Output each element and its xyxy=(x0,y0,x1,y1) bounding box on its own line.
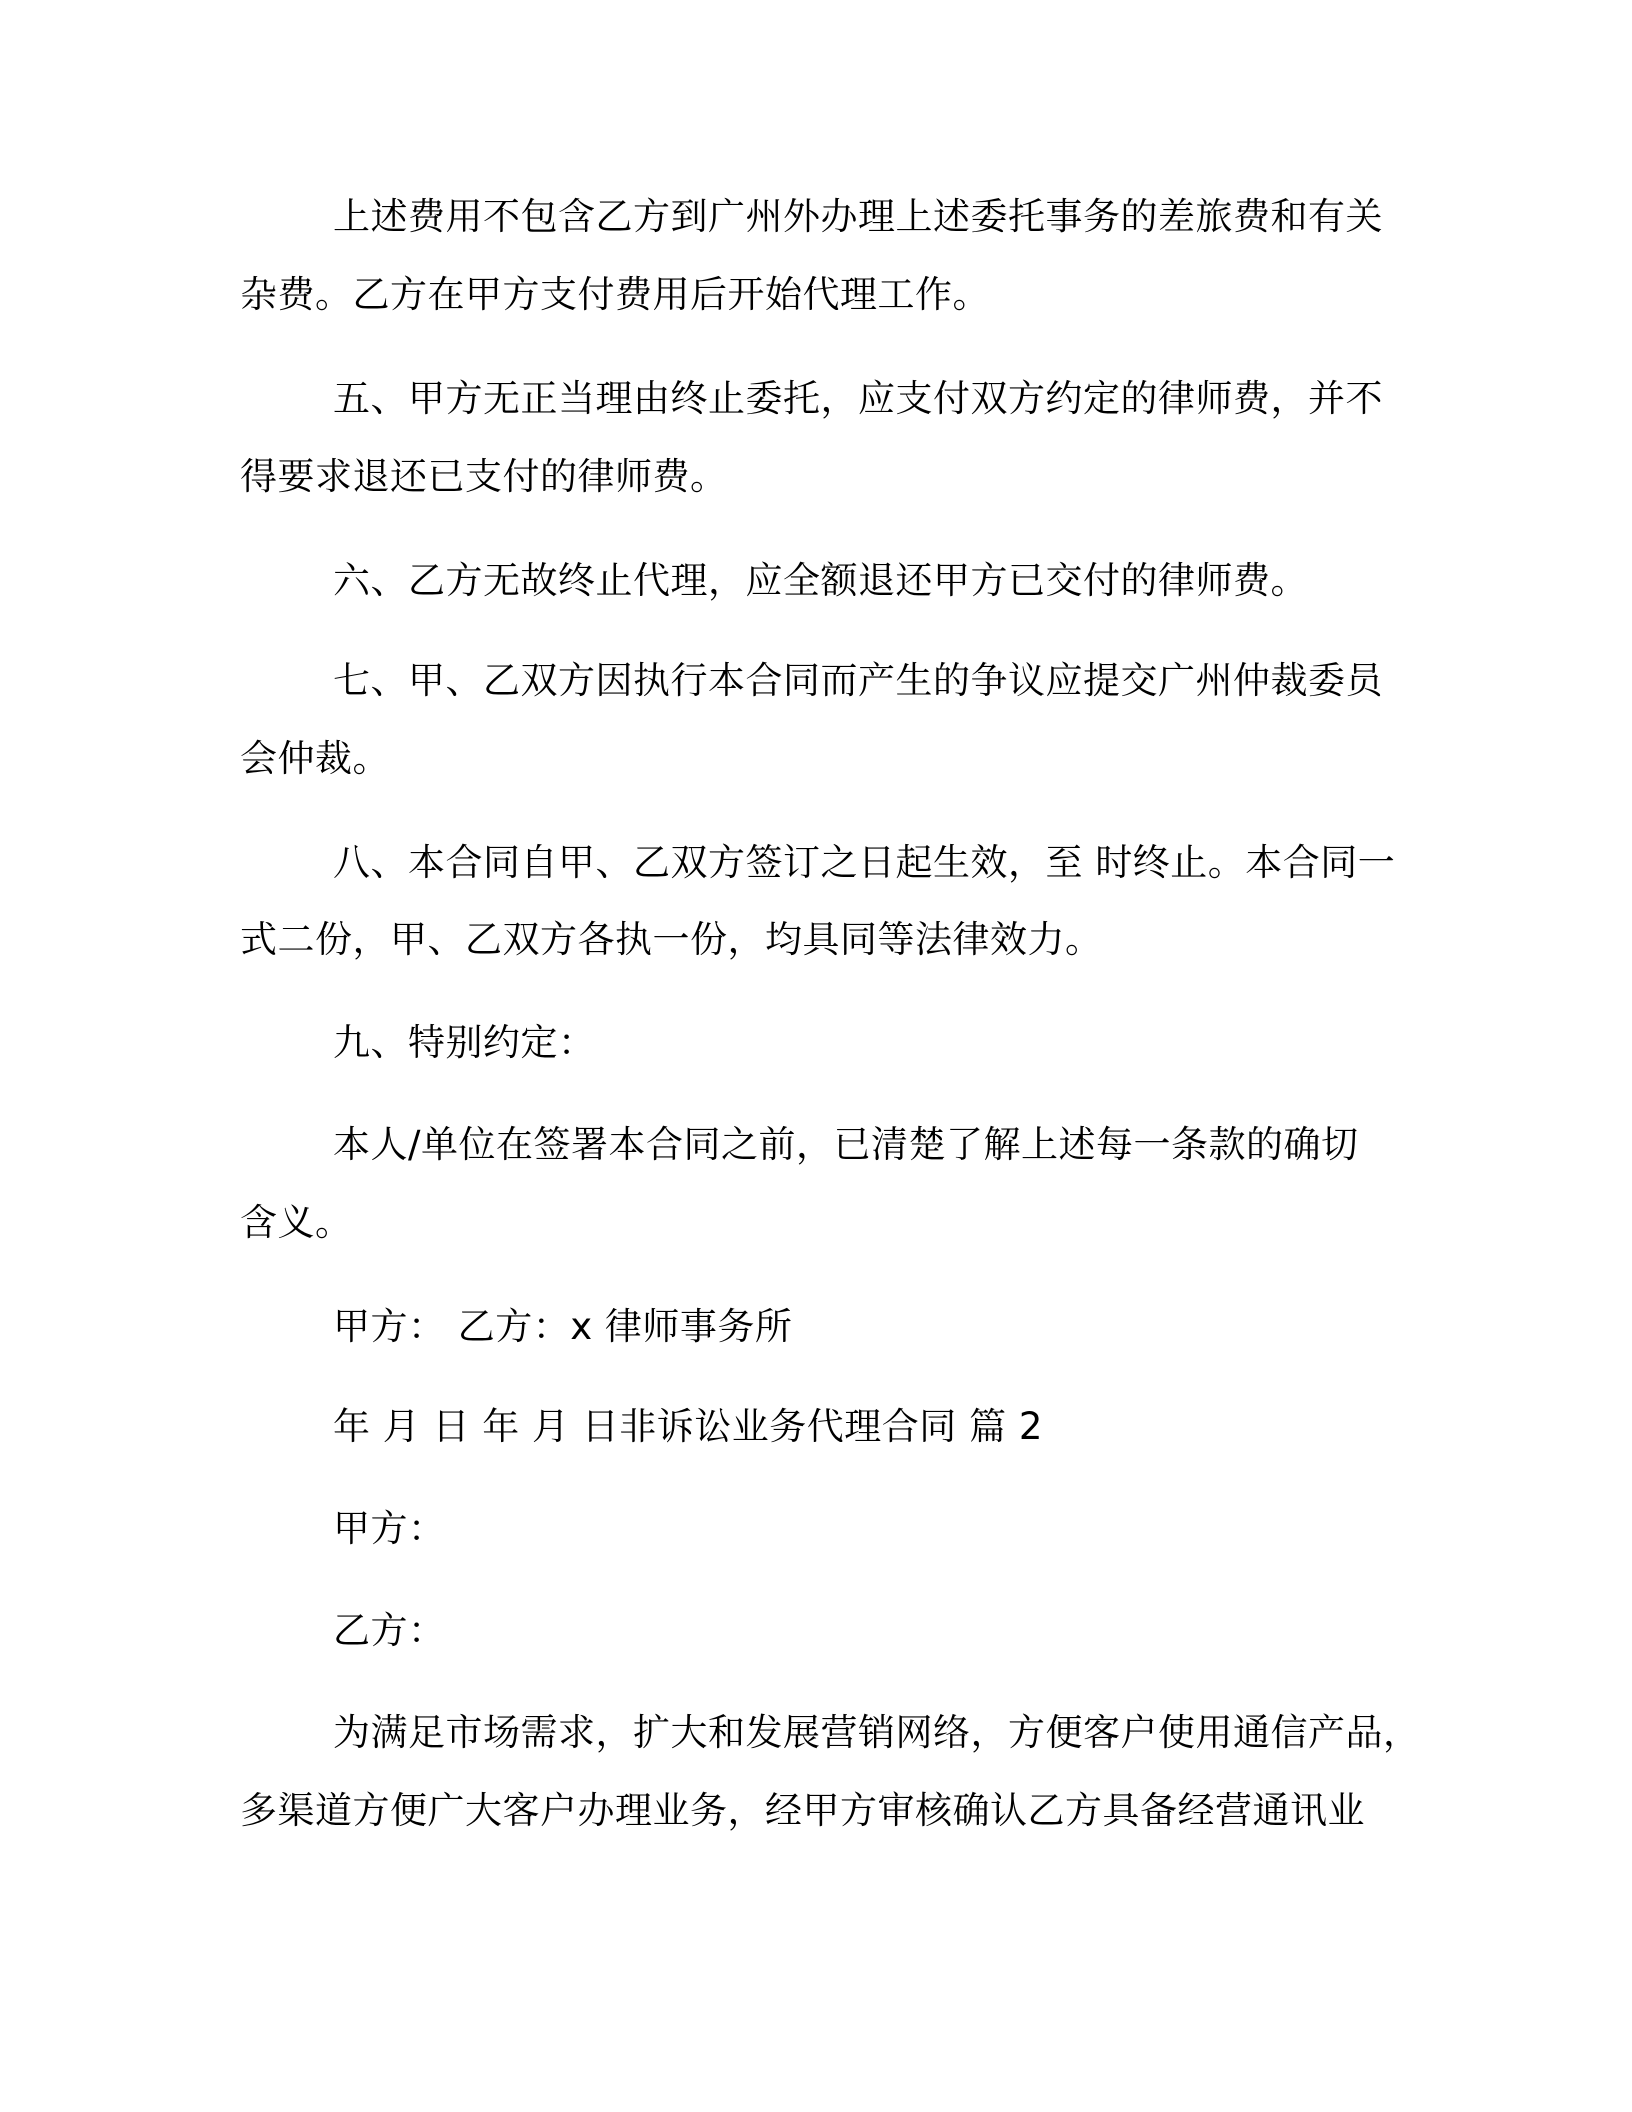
text-line: 本人/单位在签署本合同之前，已清楚了解上述每一条款的确切 xyxy=(333,1123,1359,1166)
text-line: 得要求退还已支付的律师费。 xyxy=(240,455,728,498)
text-line: 八、本合同自甲、乙双方签订之日起生效，至 时终止。本合同一 xyxy=(333,841,1396,884)
text-line: 九、特别约定： xyxy=(333,1021,596,1064)
text-line: 五、甲方无正当理由终止委托，应支付双方约定的律师费，并不 xyxy=(333,377,1383,420)
text-line: 上述费用不包含乙方到广州外办理上述委托事务的差旅费和有关 xyxy=(333,195,1383,238)
text-line: 式二份，甲、乙双方各执一份，均具同等法律效力。 xyxy=(240,918,1103,961)
text-line: 为满足市场需求，扩大和发展营销网络，方便客户使用通信产品， xyxy=(333,1711,1421,1754)
party-b-line: 乙方： xyxy=(333,1609,446,1652)
party-a-line: 甲方： xyxy=(333,1507,446,1550)
text-line: 杂费。乙方在甲方支付费用后开始代理工作。 xyxy=(240,273,990,316)
date-line: 年 月 日 年 月 日非诉讼业务代理合同 篇 2 xyxy=(333,1405,1043,1448)
text-line: 含义。 xyxy=(240,1201,353,1244)
text-line: 七、甲、乙双方因执行本合同而产生的争议应提交广州仲裁委员 xyxy=(333,659,1383,702)
text-line: 多渠道方便广大客户办理业务，经甲方审核确认乙方具备经营通讯业 xyxy=(240,1789,1365,1832)
text-line: 会仲裁。 xyxy=(240,737,390,780)
signature-line: 甲方： 乙方：x 律师事务所 xyxy=(333,1305,793,1348)
text-line: 六、乙方无故终止代理，应全额退还甲方已交付的律师费。 xyxy=(333,559,1308,602)
